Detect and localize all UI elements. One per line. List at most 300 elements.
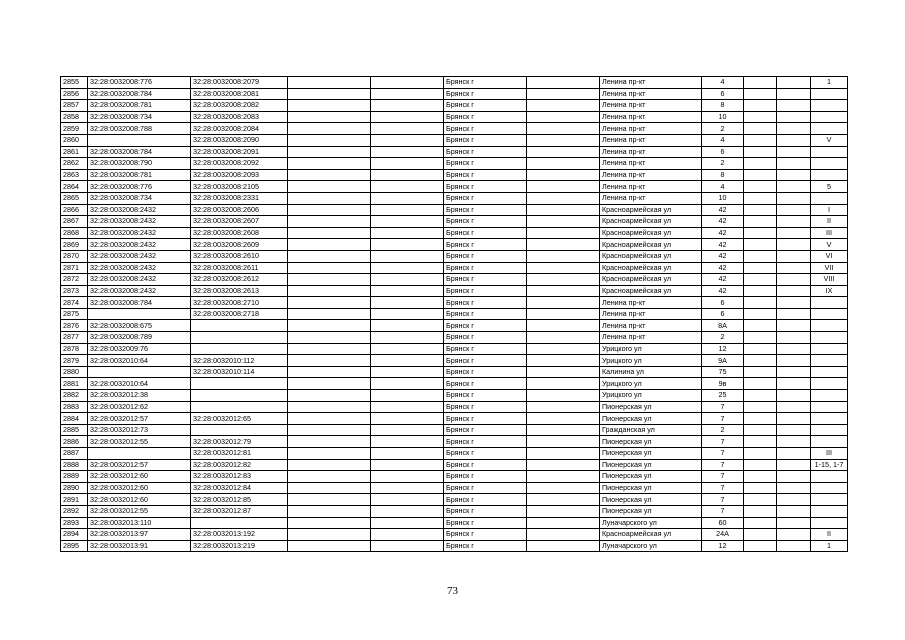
city-cell: Брянск г xyxy=(444,169,527,181)
premises-number-cell: I xyxy=(811,204,848,216)
blank-cell xyxy=(777,169,811,181)
object-cadastral-cell xyxy=(191,390,288,402)
blank-cell xyxy=(744,424,777,436)
blank-cell xyxy=(777,274,811,286)
blank-cell xyxy=(527,216,600,228)
street-cell: Пионерская ул xyxy=(600,448,702,460)
city-cell: Брянск г xyxy=(444,181,527,193)
premises-number-cell: V xyxy=(811,239,848,251)
city-cell: Брянск г xyxy=(444,540,527,552)
table-row xyxy=(61,378,848,390)
premises-number-cell xyxy=(811,169,848,181)
row-number-cell: 2866 xyxy=(61,204,88,216)
blank-cell xyxy=(744,448,777,460)
object-cadastral-cell: 32:28:0032008:2105 xyxy=(191,181,288,193)
blank-cell xyxy=(371,111,444,123)
city-cell: Брянск г xyxy=(444,494,527,506)
blank-cell xyxy=(777,436,811,448)
blank-cell xyxy=(777,366,811,378)
blank-cell xyxy=(371,390,444,402)
table-row xyxy=(61,529,848,541)
object-cadastral-cell: 32:28:0032008:2606 xyxy=(191,204,288,216)
blank-cell xyxy=(744,285,777,297)
row-number-cell: 2867 xyxy=(61,216,88,228)
object-cadastral-cell: 32:28:0032010:114 xyxy=(191,366,288,378)
street-cell: Пионерская ул xyxy=(600,401,702,413)
street-cell: Урицкого ул xyxy=(600,378,702,390)
blank-cell xyxy=(527,401,600,413)
blank-cell xyxy=(744,471,777,483)
blank-cell xyxy=(371,100,444,112)
blank-cell xyxy=(527,77,600,89)
blank-cell xyxy=(777,401,811,413)
street-cell: Ленина пр-кт xyxy=(600,308,702,320)
premises-number-cell xyxy=(811,482,848,494)
city-cell: Брянск г xyxy=(444,111,527,123)
city-cell: Брянск г xyxy=(444,401,527,413)
object-cadastral-cell: 32:28:0032010:112 xyxy=(191,355,288,367)
object-cadastral-cell xyxy=(191,332,288,344)
blank-cell xyxy=(744,320,777,332)
premises-number-cell xyxy=(811,308,848,320)
row-number-cell: 2855 xyxy=(61,77,88,89)
table-row xyxy=(61,413,848,425)
city-cell: Брянск г xyxy=(444,517,527,529)
blank-cell xyxy=(777,262,811,274)
city-cell: Брянск г xyxy=(444,390,527,402)
house-number-cell: 7 xyxy=(702,401,744,413)
table-row xyxy=(61,134,848,146)
row-number-cell: 2856 xyxy=(61,88,88,100)
parcel-cadastral-cell: 32:28:0032008:784 xyxy=(88,297,191,309)
parcel-cadastral-cell: 32:28:0032012:57 xyxy=(88,413,191,425)
row-number-cell: 2875 xyxy=(61,308,88,320)
street-cell: Пионерская ул xyxy=(600,482,702,494)
premises-number-cell xyxy=(811,390,848,402)
city-cell: Брянск г xyxy=(444,413,527,425)
city-cell: Брянск г xyxy=(444,216,527,228)
object-cadastral-cell: 32:28:0032008:2613 xyxy=(191,285,288,297)
blank-cell xyxy=(777,204,811,216)
parcel-cadastral-cell: 32:28:0032008:776 xyxy=(88,77,191,89)
parcel-cadastral-cell: 32:28:0032008:2432 xyxy=(88,204,191,216)
blank-cell xyxy=(777,320,811,332)
parcel-cadastral-cell: 32:28:0032008:784 xyxy=(88,146,191,158)
table-row xyxy=(61,459,848,471)
city-cell: Брянск г xyxy=(444,146,527,158)
street-cell: Ленина пр-кт xyxy=(600,320,702,332)
blank-cell xyxy=(777,297,811,309)
blank-cell xyxy=(744,378,777,390)
parcel-cadastral-cell: 32:28:0032008:2432 xyxy=(88,285,191,297)
row-number-cell: 2858 xyxy=(61,111,88,123)
city-cell: Брянск г xyxy=(444,366,527,378)
row-number-cell: 2876 xyxy=(61,320,88,332)
blank-cell xyxy=(288,204,371,216)
blank-cell xyxy=(777,517,811,529)
table-row xyxy=(61,123,848,135)
parcel-cadastral-cell: 32:28:0032012:60 xyxy=(88,494,191,506)
blank-cell xyxy=(371,77,444,89)
blank-cell xyxy=(527,204,600,216)
blank-cell xyxy=(777,424,811,436)
house-number-cell: 42 xyxy=(702,274,744,286)
blank-cell xyxy=(527,262,600,274)
table-row xyxy=(61,169,848,181)
row-number-cell: 2861 xyxy=(61,146,88,158)
house-number-cell: 6 xyxy=(702,297,744,309)
city-cell: Брянск г xyxy=(444,471,527,483)
row-number-cell: 2871 xyxy=(61,262,88,274)
blank-cell xyxy=(777,343,811,355)
premises-number-cell: 1 xyxy=(811,540,848,552)
blank-cell xyxy=(777,285,811,297)
blank-cell xyxy=(527,390,600,402)
blank-cell xyxy=(777,192,811,204)
blank-cell xyxy=(527,169,600,181)
parcel-cadastral-cell: 32:28:0032010:64 xyxy=(88,355,191,367)
blank-cell xyxy=(777,471,811,483)
blank-cell xyxy=(288,540,371,552)
house-number-cell: 42 xyxy=(702,227,744,239)
table-row xyxy=(61,482,848,494)
house-number-cell: 2 xyxy=(702,332,744,344)
parcel-cadastral-cell: 32:28:0032009:76 xyxy=(88,343,191,355)
object-cadastral-cell xyxy=(191,517,288,529)
blank-cell xyxy=(371,192,444,204)
blank-cell xyxy=(288,494,371,506)
parcel-cadastral-cell: 32:28:0032008:2432 xyxy=(88,216,191,228)
object-cadastral-cell: 32:28:0032008:2090 xyxy=(191,134,288,146)
row-number-cell: 2877 xyxy=(61,332,88,344)
row-number-cell: 2862 xyxy=(61,158,88,170)
object-cadastral-cell: 32:28:0032008:2607 xyxy=(191,216,288,228)
blank-cell xyxy=(371,378,444,390)
row-number-cell: 2891 xyxy=(61,494,88,506)
street-cell: Ленина пр-кт xyxy=(600,169,702,181)
blank-cell xyxy=(288,274,371,286)
street-cell: Ленина пр-кт xyxy=(600,158,702,170)
city-cell: Брянск г xyxy=(444,262,527,274)
house-number-cell: 2 xyxy=(702,158,744,170)
blank-cell xyxy=(288,100,371,112)
premises-number-cell xyxy=(811,320,848,332)
house-number-cell: 42 xyxy=(702,204,744,216)
blank-cell xyxy=(288,285,371,297)
blank-cell xyxy=(527,192,600,204)
city-cell: Брянск г xyxy=(444,100,527,112)
blank-cell xyxy=(527,332,600,344)
row-number-cell: 2873 xyxy=(61,285,88,297)
blank-cell xyxy=(371,181,444,193)
parcel-cadastral-cell: 32:28:0032008:734 xyxy=(88,111,191,123)
blank-cell xyxy=(527,448,600,460)
object-cadastral-cell: 32:28:0032012:84 xyxy=(191,482,288,494)
table-row xyxy=(61,297,848,309)
city-cell: Брянск г xyxy=(444,227,527,239)
blank-cell xyxy=(777,494,811,506)
blank-cell xyxy=(777,216,811,228)
table-row xyxy=(61,227,848,239)
blank-cell xyxy=(527,285,600,297)
object-cadastral-cell: 32:28:0032008:2081 xyxy=(191,88,288,100)
street-cell: Урицкого ул xyxy=(600,355,702,367)
parcel-cadastral-cell: 32:28:0032012:55 xyxy=(88,505,191,517)
house-number-cell: 75 xyxy=(702,366,744,378)
object-cadastral-cell: 32:28:0032008:2084 xyxy=(191,123,288,135)
house-number-cell: 6 xyxy=(702,146,744,158)
street-cell: Ленина пр-кт xyxy=(600,297,702,309)
blank-cell xyxy=(527,134,600,146)
table-row xyxy=(61,274,848,286)
blank-cell xyxy=(527,227,600,239)
premises-number-cell xyxy=(811,517,848,529)
premises-number-cell xyxy=(811,332,848,344)
row-number-cell: 2879 xyxy=(61,355,88,367)
blank-cell xyxy=(744,505,777,517)
city-cell: Брянск г xyxy=(444,250,527,262)
house-number-cell: 8А xyxy=(702,320,744,332)
blank-cell xyxy=(744,227,777,239)
blank-cell xyxy=(527,250,600,262)
premises-number-cell xyxy=(811,378,848,390)
blank-cell xyxy=(371,540,444,552)
city-cell: Брянск г xyxy=(444,123,527,135)
object-cadastral-cell: 32:28:0032012:83 xyxy=(191,471,288,483)
table-row xyxy=(61,401,848,413)
house-number-cell: 60 xyxy=(702,517,744,529)
table-row xyxy=(61,111,848,123)
blank-cell xyxy=(288,297,371,309)
blank-cell xyxy=(744,494,777,506)
blank-cell xyxy=(744,401,777,413)
blank-cell xyxy=(371,216,444,228)
blank-cell xyxy=(527,158,600,170)
blank-cell xyxy=(371,401,444,413)
parcel-cadastral-cell: 32:28:0032008:789 xyxy=(88,332,191,344)
table-row xyxy=(61,505,848,517)
blank-cell xyxy=(527,378,600,390)
blank-cell xyxy=(527,424,600,436)
blank-cell xyxy=(744,390,777,402)
premises-number-cell xyxy=(811,494,848,506)
parcel-cadastral-cell: 32:28:0032008:2432 xyxy=(88,227,191,239)
blank-cell xyxy=(777,146,811,158)
city-cell: Брянск г xyxy=(444,134,527,146)
object-cadastral-cell xyxy=(191,378,288,390)
premises-number-cell xyxy=(811,88,848,100)
premises-number-cell: VI xyxy=(811,250,848,262)
blank-cell xyxy=(777,355,811,367)
blank-cell xyxy=(777,100,811,112)
row-number-cell: 2888 xyxy=(61,459,88,471)
parcel-cadastral-cell: 32:28:0032008:781 xyxy=(88,100,191,112)
records-table-body xyxy=(61,77,848,552)
premises-number-cell: IX xyxy=(811,285,848,297)
street-cell: Ленина пр-кт xyxy=(600,100,702,112)
house-number-cell: 8 xyxy=(702,100,744,112)
parcel-cadastral-cell xyxy=(88,308,191,320)
blank-cell xyxy=(744,239,777,251)
object-cadastral-cell xyxy=(191,320,288,332)
blank-cell xyxy=(371,494,444,506)
table-row xyxy=(61,88,848,100)
blank-cell xyxy=(527,297,600,309)
street-cell: Ленина пр-кт xyxy=(600,134,702,146)
premises-number-cell xyxy=(811,123,848,135)
blank-cell xyxy=(371,448,444,460)
street-cell: Пионерская ул xyxy=(600,459,702,471)
premises-number-cell xyxy=(811,343,848,355)
row-number-cell: 2863 xyxy=(61,169,88,181)
blank-cell xyxy=(744,146,777,158)
table-row xyxy=(61,448,848,460)
premises-number-cell xyxy=(811,111,848,123)
city-cell: Брянск г xyxy=(444,274,527,286)
blank-cell xyxy=(744,134,777,146)
parcel-cadastral-cell: 32:28:0032013:110 xyxy=(88,517,191,529)
table-row xyxy=(61,320,848,332)
parcel-cadastral-cell xyxy=(88,448,191,460)
house-number-cell: 7 xyxy=(702,459,744,471)
street-cell: Ленина пр-кт xyxy=(600,192,702,204)
blank-cell xyxy=(371,123,444,135)
object-cadastral-cell: 32:28:0032008:2083 xyxy=(191,111,288,123)
premises-number-cell: III xyxy=(811,448,848,460)
object-cadastral-cell: 32:28:0032013:192 xyxy=(191,529,288,541)
blank-cell xyxy=(371,517,444,529)
blank-cell xyxy=(527,274,600,286)
city-cell: Брянск г xyxy=(444,378,527,390)
blank-cell xyxy=(527,146,600,158)
blank-cell xyxy=(744,100,777,112)
table-row xyxy=(61,181,848,193)
blank-cell xyxy=(777,390,811,402)
blank-cell xyxy=(288,134,371,146)
blank-cell xyxy=(777,134,811,146)
house-number-cell: 7 xyxy=(702,505,744,517)
blank-cell xyxy=(371,343,444,355)
row-number-cell: 2881 xyxy=(61,378,88,390)
house-number-cell: 10 xyxy=(702,111,744,123)
street-cell: Луначарского ул xyxy=(600,517,702,529)
house-number-cell: 24А xyxy=(702,529,744,541)
blank-cell xyxy=(288,227,371,239)
blank-cell xyxy=(288,413,371,425)
blank-cell xyxy=(288,378,371,390)
city-cell: Брянск г xyxy=(444,424,527,436)
house-number-cell: 7 xyxy=(702,471,744,483)
city-cell: Брянск г xyxy=(444,355,527,367)
street-cell: Пионерская ул xyxy=(600,436,702,448)
blank-cell xyxy=(288,529,371,541)
city-cell: Брянск г xyxy=(444,192,527,204)
house-number-cell: 7 xyxy=(702,448,744,460)
street-cell: Красноармейская ул xyxy=(600,250,702,262)
blank-cell xyxy=(288,111,371,123)
house-number-cell: 12 xyxy=(702,343,744,355)
blank-cell xyxy=(288,146,371,158)
blank-cell xyxy=(744,274,777,286)
blank-cell xyxy=(288,320,371,332)
parcel-cadastral-cell: 32:28:0032008:790 xyxy=(88,158,191,170)
premises-number-cell: III xyxy=(811,227,848,239)
blank-cell xyxy=(744,517,777,529)
blank-cell xyxy=(371,146,444,158)
blank-cell xyxy=(288,471,371,483)
parcel-cadastral-cell: 32:28:0032008:784 xyxy=(88,88,191,100)
row-number-cell: 2868 xyxy=(61,227,88,239)
blank-cell xyxy=(371,88,444,100)
house-number-cell: 4 xyxy=(702,134,744,146)
blank-cell xyxy=(371,505,444,517)
object-cadastral-cell: 32:28:0032008:2718 xyxy=(191,308,288,320)
table-row xyxy=(61,332,848,344)
blank-cell xyxy=(777,88,811,100)
blank-cell xyxy=(744,308,777,320)
premises-number-cell xyxy=(811,355,848,367)
blank-cell xyxy=(371,134,444,146)
object-cadastral-cell: 32:28:0032008:2611 xyxy=(191,262,288,274)
row-number-cell: 2889 xyxy=(61,471,88,483)
street-cell: Урицкого ул xyxy=(600,343,702,355)
street-cell: Ленина пр-кт xyxy=(600,332,702,344)
parcel-cadastral-cell: 32:28:0032012:38 xyxy=(88,390,191,402)
blank-cell xyxy=(371,158,444,170)
street-cell: Урицкого ул xyxy=(600,390,702,402)
blank-cell xyxy=(527,343,600,355)
parcel-cadastral-cell: 32:28:0032013:91 xyxy=(88,540,191,552)
blank-cell xyxy=(371,366,444,378)
table-row xyxy=(61,250,848,262)
house-number-cell: 6 xyxy=(702,308,744,320)
blank-cell xyxy=(744,343,777,355)
blank-cell xyxy=(744,297,777,309)
street-cell: Красноармейская ул xyxy=(600,285,702,297)
object-cadastral-cell: 32:28:0032008:2079 xyxy=(191,77,288,89)
blank-cell xyxy=(527,308,600,320)
row-number-cell: 2864 xyxy=(61,181,88,193)
blank-cell xyxy=(777,181,811,193)
row-number-cell: 2872 xyxy=(61,274,88,286)
table-row xyxy=(61,285,848,297)
blank-cell xyxy=(371,436,444,448)
blank-cell xyxy=(288,355,371,367)
blank-cell xyxy=(527,459,600,471)
premises-number-cell: II xyxy=(811,216,848,228)
parcel-cadastral-cell: 32:28:0032008:2432 xyxy=(88,239,191,251)
row-number-cell: 2865 xyxy=(61,192,88,204)
city-cell: Брянск г xyxy=(444,158,527,170)
blank-cell xyxy=(288,158,371,170)
row-number-cell: 2883 xyxy=(61,401,88,413)
blank-cell xyxy=(288,308,371,320)
premises-number-cell: 5 xyxy=(811,181,848,193)
blank-cell xyxy=(777,227,811,239)
object-cadastral-cell xyxy=(191,343,288,355)
blank-cell xyxy=(288,192,371,204)
city-cell: Брянск г xyxy=(444,285,527,297)
premises-number-cell xyxy=(811,100,848,112)
street-cell: Пионерская ул xyxy=(600,505,702,517)
premises-number-cell xyxy=(811,192,848,204)
street-cell: Ленина пр-кт xyxy=(600,88,702,100)
blank-cell xyxy=(288,366,371,378)
blank-cell xyxy=(288,390,371,402)
house-number-cell: 2 xyxy=(702,123,744,135)
house-number-cell: 7 xyxy=(702,413,744,425)
parcel-cadastral-cell: 32:28:0032008:2432 xyxy=(88,250,191,262)
